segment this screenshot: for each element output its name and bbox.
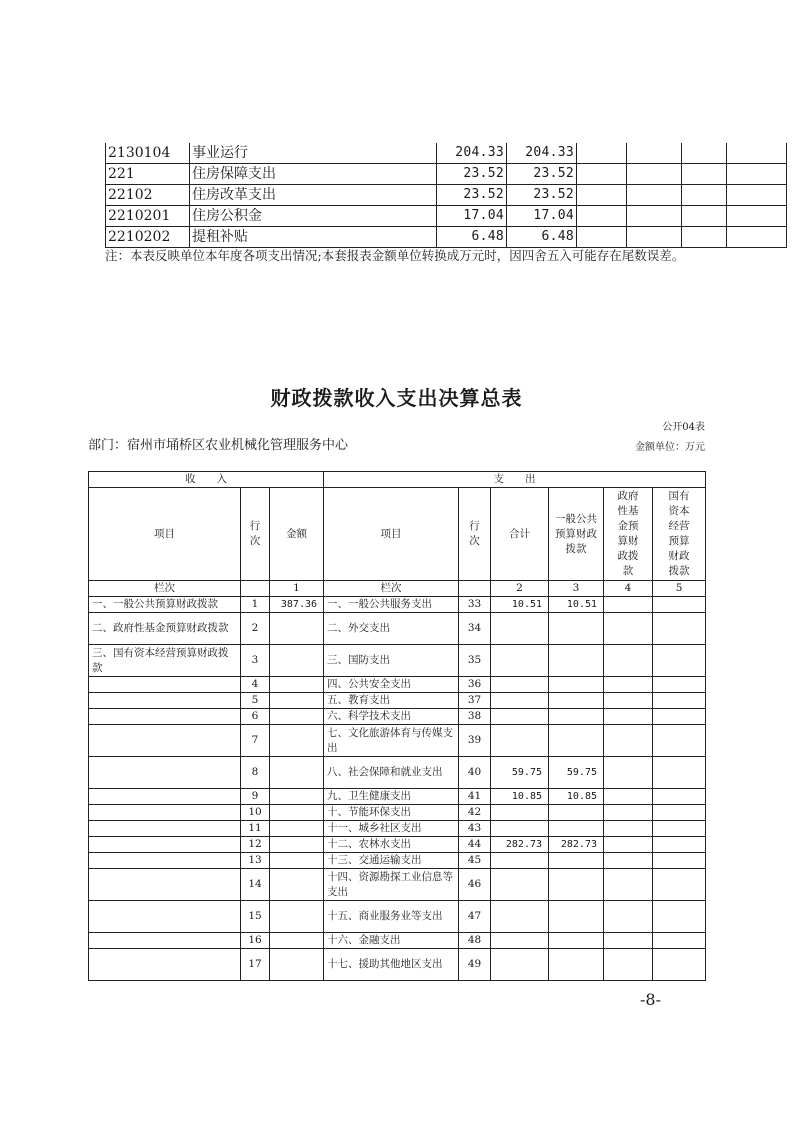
expense-total-cell — [491, 949, 549, 981]
income-item-cell — [89, 757, 241, 789]
income-item-cell — [89, 677, 241, 693]
expense-item-cell: 十二、农林水支出 — [324, 837, 459, 853]
general-budget-cell: 10.51 — [549, 597, 604, 613]
blank-cell — [577, 164, 627, 185]
income-amount-cell — [270, 757, 324, 789]
expense-line-cell: 43 — [459, 821, 491, 837]
fund-budget-cell — [604, 597, 653, 613]
report-title: 财政拨款收入支出决算总表 — [270, 386, 523, 410]
income-amount-cell — [270, 709, 324, 725]
subject-code-cell: 2210201 — [106, 206, 190, 227]
expense-total-cell: 10.85 — [491, 789, 549, 805]
expense-item-cell: 七、文化旅游体育与传媒支出 — [324, 725, 459, 757]
table-row — [89, 805, 706, 821]
income-item-cell: 二、政府性基金预算财政拨款 — [89, 613, 241, 645]
general-budget-cell — [549, 821, 604, 837]
expense-item-cell: 四、公共安全支出 — [324, 677, 459, 693]
col-index-exp-label: 栏次 — [324, 581, 459, 597]
income-amount-cell — [270, 613, 324, 645]
header-total: 合计 — [491, 488, 549, 581]
table-row — [106, 185, 787, 206]
general-budget-cell — [549, 725, 604, 757]
form-number: 公开04表 — [662, 422, 705, 433]
expense-total-cell — [491, 821, 549, 837]
state-capital-budget-cell — [653, 901, 706, 933]
income-item-cell: 一、一般公共预算财政拨款 — [89, 597, 241, 613]
table-row — [89, 709, 706, 725]
blank-cell — [727, 227, 787, 248]
expense-item-cell: 八、社会保障和就业支出 — [324, 757, 459, 789]
blank-cell — [727, 206, 787, 227]
income-line-cell: 10 — [241, 805, 270, 821]
group-header-row — [89, 472, 706, 488]
fund-budget-cell — [604, 949, 653, 981]
table-row — [89, 597, 706, 613]
expense-total-cell — [491, 613, 549, 645]
header-income-line — [241, 488, 270, 581]
basic-expense-cell: 17.04 — [507, 206, 577, 227]
col-index-1: 1 — [270, 581, 324, 597]
col-index-blank — [241, 581, 270, 597]
state-capital-budget-cell — [653, 613, 706, 645]
general-budget-cell — [549, 949, 604, 981]
income-amount-cell — [270, 869, 324, 901]
subject-name-cell: 住房改革支出 — [190, 185, 437, 206]
income-line-cell: 17 — [241, 949, 270, 981]
income-item-cell — [89, 821, 241, 837]
col-index-4: 4 — [604, 581, 653, 597]
income-line-cell: 2 — [241, 613, 270, 645]
expense-line-cell: 36 — [459, 677, 491, 693]
table-row — [89, 837, 706, 853]
fund-budget-cell — [604, 853, 653, 869]
expense-item-cell: 十七、援助其他地区支出 — [324, 949, 459, 981]
expense-total-cell: 59.75 — [491, 757, 549, 789]
general-budget-cell — [549, 853, 604, 869]
general-budget-cell: 282.73 — [549, 837, 604, 853]
expense-total-cell — [491, 709, 549, 725]
state-capital-budget-cell — [653, 789, 706, 805]
blank-cell — [682, 164, 727, 185]
expense-item-cell: 三、国防支出 — [324, 645, 459, 677]
amount-unit-label: 金额单位：万元 — [635, 442, 705, 453]
subject-code-cell: 2130104 — [106, 143, 190, 164]
expense-total-cell — [491, 693, 549, 709]
state-capital-budget-cell — [653, 869, 706, 901]
header-expense-item: 项目 — [324, 488, 459, 581]
expense-total-cell: 282.73 — [491, 837, 549, 853]
expense-total-cell — [491, 933, 549, 949]
income-item-cell — [89, 869, 241, 901]
income-amount-cell — [270, 949, 324, 981]
page-number: -8- — [640, 990, 661, 1009]
blank-cell — [577, 143, 627, 164]
header-state-capital-budget-text: 国有资本经营预算财政拨款 — [668, 490, 690, 577]
header-income-amount: 金额 — [270, 488, 324, 581]
state-capital-budget-cell — [653, 693, 706, 709]
income-line-cell: 5 — [241, 693, 270, 709]
table-row — [106, 143, 787, 164]
income-amount-cell — [270, 853, 324, 869]
basic-expense-cell: 23.52 — [507, 164, 577, 185]
blank-cell — [627, 143, 682, 164]
table-row — [89, 757, 706, 789]
income-amount-cell — [270, 693, 324, 709]
state-capital-budget-cell — [653, 837, 706, 853]
expense-line-cell: 44 — [459, 837, 491, 853]
blank-cell — [727, 164, 787, 185]
fiscal-appropriation-summary-table — [88, 471, 706, 981]
table-row — [89, 933, 706, 949]
basic-expense-cell: 204.33 — [507, 143, 577, 164]
expense-total-cell — [491, 853, 549, 869]
blank-cell — [682, 185, 727, 206]
expense-line-cell: 48 — [459, 933, 491, 949]
blank-cell — [577, 227, 627, 248]
table-row — [89, 677, 706, 693]
income-amount-cell — [270, 789, 324, 805]
subject-name-cell: 提租补贴 — [190, 227, 437, 248]
income-group-header: 收 入 — [89, 472, 324, 488]
table-row — [89, 693, 706, 709]
general-budget-cell — [549, 613, 604, 645]
expense-line-cell: 38 — [459, 709, 491, 725]
income-line-cell: 6 — [241, 709, 270, 725]
table-row — [89, 901, 706, 933]
income-line-cell: 15 — [241, 901, 270, 933]
expense-total-cell — [491, 645, 549, 677]
header-general-budget — [549, 488, 604, 581]
table-row — [106, 227, 787, 248]
column-index-row — [89, 581, 706, 597]
income-item-cell — [89, 949, 241, 981]
state-capital-budget-cell — [653, 709, 706, 725]
state-capital-budget-cell — [653, 645, 706, 677]
income-amount-cell — [270, 645, 324, 677]
header-general-budget-text: 一般公共预算财政拨款 — [555, 512, 598, 555]
table-row — [89, 613, 706, 645]
state-capital-budget-cell — [653, 821, 706, 837]
income-amount-cell — [270, 677, 324, 693]
total-cell: 204.33 — [437, 143, 507, 164]
income-item-cell — [89, 805, 241, 821]
expense-total-cell — [491, 901, 549, 933]
income-amount-cell — [270, 901, 324, 933]
subject-name-cell: 事业运行 — [190, 143, 437, 164]
fund-budget-cell — [604, 869, 653, 901]
expense-item-cell: 五、教育支出 — [324, 693, 459, 709]
blank-cell — [577, 206, 627, 227]
income-line-cell: 1 — [241, 597, 270, 613]
basic-expense-cell: 6.48 — [507, 227, 577, 248]
table-row — [89, 645, 706, 677]
general-budget-cell: 10.85 — [549, 789, 604, 805]
expenditure-detail-table-continued — [105, 143, 787, 248]
expense-total-cell — [491, 725, 549, 757]
state-capital-budget-cell — [653, 757, 706, 789]
general-budget-cell — [549, 933, 604, 949]
blank-cell — [682, 206, 727, 227]
general-budget-cell — [549, 869, 604, 901]
general-budget-cell — [549, 901, 604, 933]
income-line-cell: 8 — [241, 757, 270, 789]
header-income-item: 项目 — [89, 488, 241, 581]
general-budget-cell — [549, 805, 604, 821]
general-budget-cell — [549, 677, 604, 693]
income-amount-cell: 387.36 — [270, 597, 324, 613]
expense-total-cell — [491, 805, 549, 821]
table-row — [106, 206, 787, 227]
fund-budget-cell — [604, 789, 653, 805]
expense-item-cell: 十、节能环保支出 — [324, 805, 459, 821]
table-row — [89, 725, 706, 757]
col-index-3: 3 — [549, 581, 604, 597]
expense-item-cell: 十五、商业服务业等支出 — [324, 901, 459, 933]
expense-line-cell: 42 — [459, 805, 491, 821]
income-item-cell — [89, 901, 241, 933]
income-line-cell: 11 — [241, 821, 270, 837]
blank-cell — [682, 227, 727, 248]
fund-budget-cell — [604, 693, 653, 709]
header-income-line-text: 行次 — [249, 520, 261, 547]
expense-item-cell: 一、一般公共服务支出 — [324, 597, 459, 613]
table-row — [89, 949, 706, 981]
general-budget-cell: 59.75 — [549, 757, 604, 789]
col-index-2: 2 — [491, 581, 549, 597]
subject-name-cell: 住房保障支出 — [190, 164, 437, 185]
expense-total-cell — [491, 677, 549, 693]
expense-total-cell: 10.51 — [491, 597, 549, 613]
expense-line-cell: 45 — [459, 853, 491, 869]
income-item-cell — [89, 725, 241, 757]
total-cell: 6.48 — [437, 227, 507, 248]
fund-budget-cell — [604, 837, 653, 853]
fund-budget-cell — [604, 757, 653, 789]
total-cell: 23.52 — [437, 164, 507, 185]
subject-name-cell: 住房公积金 — [190, 206, 437, 227]
blank-cell — [627, 185, 682, 206]
expense-item-cell: 十一、城乡社区支出 — [324, 821, 459, 837]
fund-budget-cell — [604, 645, 653, 677]
expense-line-cell: 37 — [459, 693, 491, 709]
income-item-cell — [89, 837, 241, 853]
expense-item-cell: 六、科学技术支出 — [324, 709, 459, 725]
income-line-cell: 9 — [241, 789, 270, 805]
table-row — [106, 164, 787, 185]
fund-budget-cell — [604, 821, 653, 837]
header-state-capital-budget — [653, 488, 706, 581]
fund-budget-cell — [604, 805, 653, 821]
income-amount-cell — [270, 837, 324, 853]
state-capital-budget-cell — [653, 949, 706, 981]
blank-cell — [627, 164, 682, 185]
fund-budget-cell — [604, 933, 653, 949]
table-note: 注：本表反映单位本年度各项支出情况;本套报表金额单位转换成万元时，因四舍五入可能存在尾数误差。 — [105, 248, 685, 263]
subject-code-cell: 22102 — [106, 185, 190, 206]
general-budget-cell — [549, 645, 604, 677]
blank-cell — [577, 185, 627, 206]
header-expense-line — [459, 488, 491, 581]
income-item-cell — [89, 709, 241, 725]
subject-code-cell: 2210202 — [106, 227, 190, 248]
fund-budget-cell — [604, 709, 653, 725]
col-index-5: 5 — [653, 581, 706, 597]
expense-line-cell: 33 — [459, 597, 491, 613]
state-capital-budget-cell — [653, 677, 706, 693]
subject-code-cell: 221 — [106, 164, 190, 185]
state-capital-budget-cell — [653, 853, 706, 869]
fund-budget-cell — [604, 677, 653, 693]
general-budget-cell — [549, 693, 604, 709]
income-line-cell: 16 — [241, 933, 270, 949]
fund-budget-cell — [604, 613, 653, 645]
expense-line-cell: 47 — [459, 901, 491, 933]
blank-cell — [682, 143, 727, 164]
expense-line-cell: 40 — [459, 757, 491, 789]
expense-line-cell: 46 — [459, 869, 491, 901]
income-line-cell: 13 — [241, 853, 270, 869]
expense-total-cell — [491, 869, 549, 901]
table-row — [89, 789, 706, 805]
income-amount-cell — [270, 805, 324, 821]
state-capital-budget-cell — [653, 933, 706, 949]
table-row — [89, 821, 706, 837]
expense-line-cell: 34 — [459, 613, 491, 645]
income-amount-cell — [270, 725, 324, 757]
income-amount-cell — [270, 933, 324, 949]
income-line-cell: 4 — [241, 677, 270, 693]
income-item-cell — [89, 853, 241, 869]
blank-cell — [627, 206, 682, 227]
expense-item-cell: 二、外交支出 — [324, 613, 459, 645]
col-index-blank — [459, 581, 491, 597]
state-capital-budget-cell — [653, 805, 706, 821]
income-item-cell — [89, 933, 241, 949]
blank-cell — [627, 227, 682, 248]
table-row — [89, 869, 706, 901]
header-fund-budget-text: 政府性基金预算财政拨款 — [617, 490, 639, 577]
income-line-cell: 3 — [241, 645, 270, 677]
fund-budget-cell — [604, 901, 653, 933]
table-row — [89, 853, 706, 869]
general-budget-cell — [549, 709, 604, 725]
column-header-row — [89, 488, 706, 581]
income-line-cell: 7 — [241, 725, 270, 757]
basic-expense-cell: 23.52 — [507, 185, 577, 206]
blank-cell — [727, 143, 787, 164]
state-capital-budget-cell — [653, 725, 706, 757]
expense-line-cell: 41 — [459, 789, 491, 805]
total-cell: 17.04 — [437, 206, 507, 227]
income-item-cell — [89, 693, 241, 709]
expense-line-cell: 39 — [459, 725, 491, 757]
income-item-cell: 三、国有资本经营预算财政拨款 — [89, 645, 241, 677]
income-line-cell: 12 — [241, 837, 270, 853]
expense-line-cell: 35 — [459, 645, 491, 677]
expense-item-cell: 十四、资源勘探工业信息等支出 — [324, 869, 459, 901]
expense-item-cell: 十三、交通运输支出 — [324, 853, 459, 869]
col-index-label: 栏次 — [89, 581, 241, 597]
expense-group-header: 支 出 — [324, 472, 706, 488]
expense-line-cell: 49 — [459, 949, 491, 981]
header-fund-budget — [604, 488, 653, 581]
department-label: 部门：宿州市埇桥区农业机械化管理服务中心 — [88, 438, 349, 453]
blank-cell — [727, 185, 787, 206]
expense-item-cell: 十六、金融支出 — [324, 933, 459, 949]
income-line-cell: 14 — [241, 869, 270, 901]
expense-item-cell: 九、卫生健康支出 — [324, 789, 459, 805]
header-expense-line-text: 行次 — [469, 520, 480, 547]
total-cell: 23.52 — [437, 185, 507, 206]
income-item-cell — [89, 789, 241, 805]
fund-budget-cell — [604, 725, 653, 757]
state-capital-budget-cell — [653, 597, 706, 613]
income-amount-cell — [270, 821, 324, 837]
